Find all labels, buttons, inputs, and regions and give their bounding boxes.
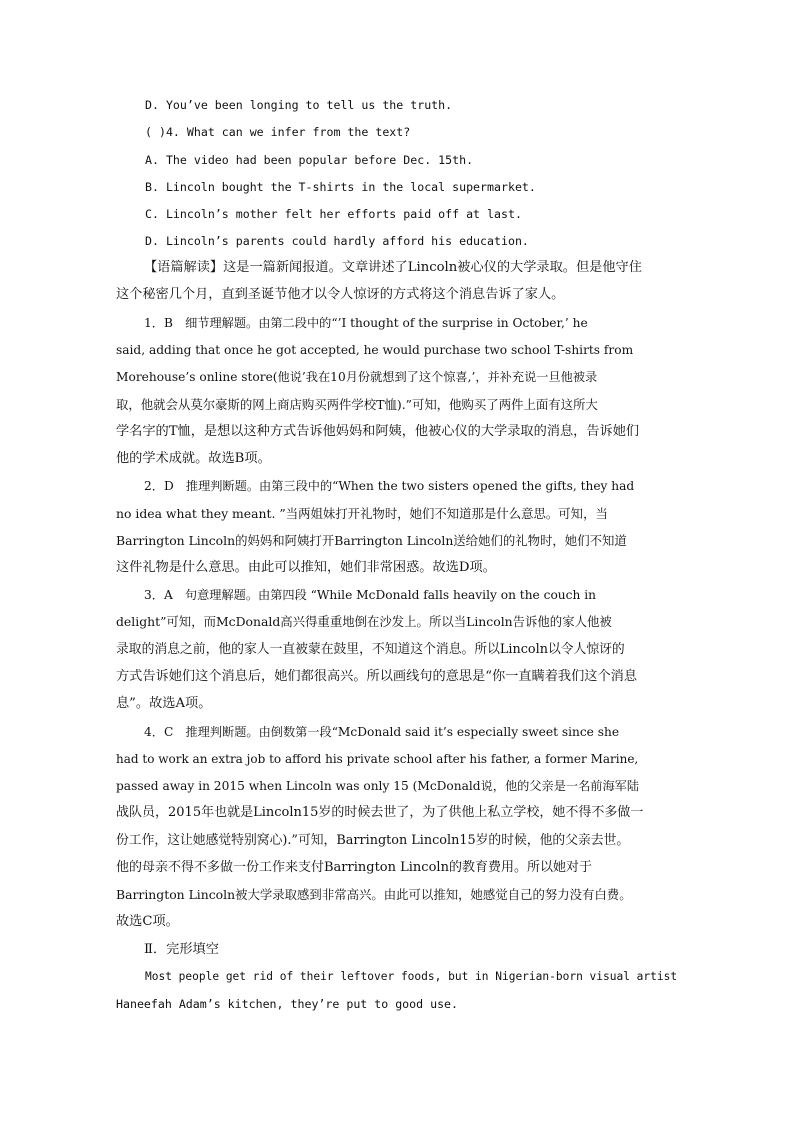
answer-2-line-3: Barrington Lincoln的妈妈和阿姨打开Barrington Lincoln送给她们的礼物时，她们不知道	[116, 533, 627, 548]
answer-4-line-8: 故选C项。	[116, 914, 179, 929]
option-q4-c: C. Lincoln’s mother felt her efforts paid off at last.	[145, 207, 522, 221]
answer-1-line-3: Morehouse’s online store(他说’我在10月份就想到了这个惊喜,’，并补充说一旦他被录	[116, 370, 598, 384]
answer-3-line-3: 录取的消息之前，他的家人一直被蒙在鼓里，不知道这个消息。所以Lincoln以令人惊讶的	[116, 642, 625, 657]
section-2-heading: Ⅱ．完形填空	[144, 942, 219, 957]
answer-3-line-5: 息”。故选A项。	[116, 696, 212, 711]
answer-1-line-6: 他的学术成就。故选B项。	[116, 451, 271, 466]
answer-1-line-5: 学名字的T恤，是想以这种方式告诉他妈妈和阿姨，他被心仪的大学录取的消息，告诉她们	[116, 424, 640, 439]
cloze-passage-line-2: Haneefah Adam’s kitchen, they’re put to good use.	[116, 997, 459, 1011]
answer-3-line-2: delight”可知，而McDonald高兴得重重地倒在沙发上。所以当Lincoln告诉他的家人他被	[116, 614, 612, 629]
cloze-passage-line-1: Most people get rid of their leftover foods, but in Nigerian-born visual artist	[145, 970, 678, 983]
answer-2-line-2: no idea what they meant. ”当两姐妹打开礼物时，她们不知道那是什么意思。可知，当	[116, 506, 608, 521]
answer-4-line-4: 战队员，2015年也就是Lincoln15岁的时候去世了，为了供他上私立学校，她不得不多做一	[116, 805, 644, 820]
option-q3-d: D. You’ve been longing to tell us the truth.	[145, 98, 453, 112]
option-q4-d: D. Lincoln’s parents could hardly afford his education.	[145, 234, 529, 248]
answer-2-line-4: 这件礼物是什么意思。由此可以推知，她们非常困惑。故选D项。	[116, 560, 496, 575]
answer-2-line-1: 2．D 推理判断题。由第三段中的“When the two sisters opened the gifts, they had	[144, 479, 635, 493]
answer-1-line-2: said, adding that once he got accepted, he would purchase two school T-shirts from	[116, 343, 634, 357]
answer-4-line-5: 份工作，这让她感觉特别窝心).”可知，Barrington Lincoln15岁的时候，他的父亲去世。	[116, 833, 630, 848]
analysis-intro-line-1: 【语篇解读】这是一篇新闻报道。文章讲述了Lincoln被心仪的大学录取。但是他守住	[144, 260, 642, 275]
answer-4-line-7: Barrington Lincoln被大学录取感到非常高兴。由此可以推知，她感觉自己的努力没有白费。	[116, 887, 632, 902]
analysis-intro-line-2: 这个秘密几个月，直到圣诞节他才以令人惊讶的方式将这个消息告诉了家人。	[116, 287, 565, 302]
question-4-stem: ( )4. What can we infer from the text?	[145, 125, 411, 139]
answer-4-line-3: passed away in 2015 when Lincoln was only 15 (McDonald说，他的父亲是一名前海军陆	[116, 779, 640, 793]
answer-1-line-4: 取，他就会从莫尔豪斯的网上商店购买两件学校T恤).”可知，他购买了两件上面有这所大	[116, 397, 598, 412]
answer-3-line-1: 3．A 句意理解题。由第四段 “While McDonald falls heavily on the couch in	[144, 588, 596, 602]
answer-4-line-2: had to work an extra job to afford his private school after his father, a former Marine,	[116, 752, 639, 766]
option-q4-b: B. Lincoln bought the T-shirts in the local supermarket.	[145, 180, 536, 194]
answer-4-line-6: 他的母亲不得不多做一份工作来支付Barrington Lincoln的教育费用。所以她对于	[116, 860, 592, 875]
option-q4-a: A. The video had been popular before Dec. 15th.	[145, 153, 474, 167]
answer-1-line-1: 1．B 细节理解题。由第二段中的“’I thought of the surprise in October,’ he	[144, 316, 588, 330]
answer-4-line-1: 4．C 推理判断题。由倒数第一段“McDonald said it’s especially sweet since she	[144, 725, 620, 739]
answer-3-line-4: 方式告诉她们这个消息后，她们都很高兴。所以画线句的意思是“你一直瞒着我们这个消息	[116, 669, 638, 684]
